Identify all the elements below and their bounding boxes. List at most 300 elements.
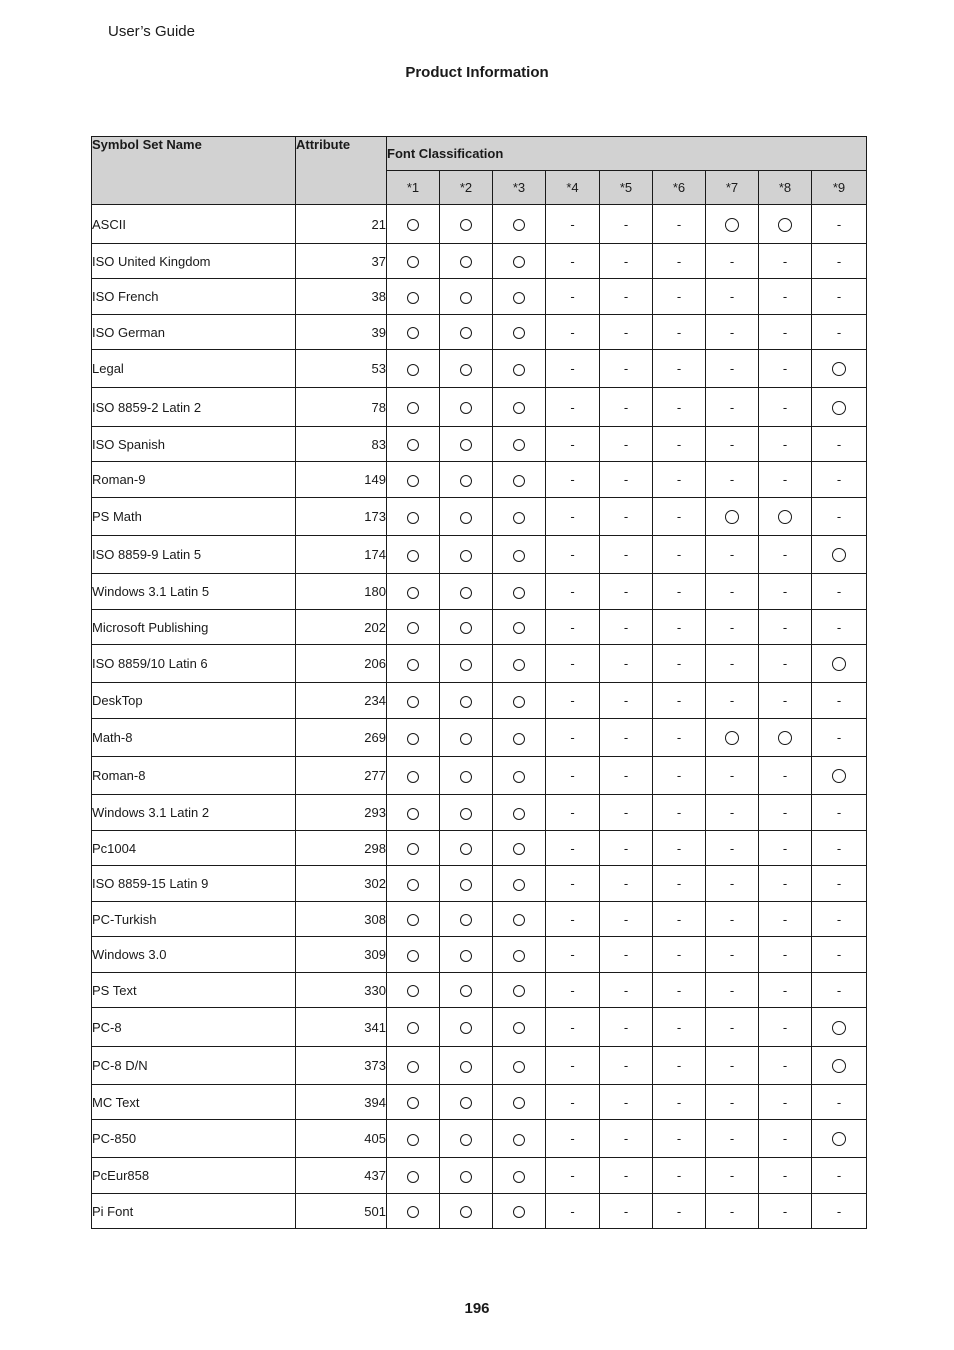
classification-cell — [440, 683, 493, 719]
classification-cell — [493, 244, 546, 279]
classification-cell — [440, 610, 493, 645]
symbol-set-name: ISO 8859-9 Latin 5 — [92, 536, 296, 574]
classification-cell — [812, 244, 867, 279]
classification-cell — [759, 1194, 812, 1229]
supported-circle-icon — [725, 510, 739, 524]
table-row — [92, 719, 867, 757]
not-supported-dash: - — [836, 730, 842, 745]
classification-cell — [759, 1120, 812, 1158]
table-row — [92, 831, 867, 866]
not-supported-dash: - — [676, 840, 682, 856]
not-supported-dash: - — [676, 656, 682, 671]
classification-cell — [812, 831, 867, 866]
attribute-value: 277 — [296, 757, 387, 795]
not-supported-dash: - — [729, 436, 735, 452]
supported-circle-icon — [513, 696, 525, 708]
table-row — [92, 683, 867, 719]
classification-cell — [600, 1008, 653, 1047]
not-supported-dash: - — [570, 289, 575, 304]
classification-cell — [759, 973, 812, 1008]
symbol-set-name: PS Math — [92, 498, 296, 536]
not-supported-dash: - — [676, 1019, 682, 1035]
classification-cell — [440, 1120, 493, 1158]
supported-circle-icon — [407, 808, 419, 820]
symbol-set-name: Windows 3.1 Latin 5 — [92, 574, 296, 610]
classification-cell — [653, 757, 706, 795]
not-supported-dash: - — [729, 289, 735, 304]
supported-circle-icon — [407, 475, 419, 487]
classification-cell — [812, 757, 867, 795]
supported-circle-icon — [407, 364, 419, 376]
classification-cell — [706, 973, 759, 1008]
not-supported-dash: - — [836, 216, 842, 232]
classification-cell — [440, 866, 493, 902]
classification-cell — [546, 1158, 600, 1194]
not-supported-dash: - — [570, 584, 575, 599]
classification-cell — [387, 244, 440, 279]
not-supported-dash: - — [729, 361, 735, 376]
supported-circle-icon — [407, 1171, 419, 1183]
classification-cell — [812, 902, 867, 937]
attribute-value: 37 — [296, 244, 387, 279]
supported-circle-icon — [460, 1022, 472, 1034]
classification-cell — [706, 757, 759, 795]
classification-cell — [440, 902, 493, 937]
supported-circle-icon — [513, 914, 525, 926]
classification-cell — [759, 610, 812, 645]
not-supported-dash: - — [623, 656, 629, 671]
classification-cell — [493, 973, 546, 1008]
not-supported-dash: - — [729, 693, 735, 708]
classification-cell — [600, 462, 653, 498]
classification-cell — [653, 205, 706, 244]
not-supported-dash: - — [782, 982, 788, 998]
subheader-1: *1 — [387, 171, 440, 205]
not-supported-dash: - — [782, 805, 788, 820]
supported-circle-icon — [513, 587, 525, 599]
supported-circle-icon — [513, 771, 525, 783]
table-row — [92, 1085, 867, 1120]
classification-cell — [706, 536, 759, 574]
classification-cell — [387, 757, 440, 795]
classification-cell — [440, 1047, 493, 1085]
classification-cell — [546, 902, 600, 937]
classification-cell — [706, 498, 759, 536]
supported-circle-icon — [460, 475, 472, 487]
classification-cell — [600, 937, 653, 973]
supported-circle-icon — [725, 731, 739, 745]
not-supported-dash: - — [729, 619, 735, 635]
table-row — [92, 866, 867, 902]
attribute-value: 501 — [296, 1194, 387, 1229]
supported-circle-icon — [725, 218, 739, 232]
classification-cell — [706, 683, 759, 719]
classification-cell — [493, 205, 546, 244]
attribute-value: 405 — [296, 1120, 387, 1158]
classification-cell — [546, 350, 600, 388]
symbol-set-name: Math-8 — [92, 719, 296, 757]
classification-cell — [546, 645, 600, 683]
not-supported-dash: - — [570, 1019, 575, 1035]
not-supported-dash: - — [836, 509, 842, 524]
supported-circle-icon — [407, 1097, 419, 1109]
attribute-value: 341 — [296, 1008, 387, 1047]
classification-cell — [387, 937, 440, 973]
not-supported-dash: - — [570, 436, 575, 452]
classification-cell — [812, 683, 867, 719]
attribute-value: 234 — [296, 683, 387, 719]
classification-cell — [600, 1158, 653, 1194]
classification-cell — [493, 902, 546, 937]
classification-cell — [387, 795, 440, 831]
classification-cell — [600, 1120, 653, 1158]
classification-cell — [759, 719, 812, 757]
classification-cell — [387, 1194, 440, 1229]
supported-circle-icon — [460, 808, 472, 820]
not-supported-dash: - — [782, 768, 788, 783]
classification-cell — [759, 795, 812, 831]
classification-cell — [546, 498, 600, 536]
classification-cell — [812, 279, 867, 315]
supported-circle-icon — [460, 402, 472, 414]
table-row — [92, 1158, 867, 1194]
not-supported-dash: - — [729, 547, 735, 562]
supported-circle-icon — [513, 475, 525, 487]
classification-cell — [653, 1194, 706, 1229]
classification-cell — [546, 1194, 600, 1229]
not-supported-dash: - — [570, 730, 575, 745]
not-supported-dash: - — [836, 840, 842, 856]
subheader-3: *3 — [493, 171, 546, 205]
classification-cell — [812, 645, 867, 683]
supported-circle-icon — [513, 439, 525, 451]
not-supported-dash: - — [782, 1094, 788, 1110]
not-supported-dash: - — [676, 982, 682, 998]
not-supported-dash: - — [570, 840, 575, 856]
supported-circle-icon — [513, 950, 525, 962]
not-supported-dash: - — [623, 584, 629, 599]
not-supported-dash: - — [623, 876, 629, 891]
classification-cell — [600, 315, 653, 350]
classification-cell — [440, 574, 493, 610]
classification-cell — [546, 757, 600, 795]
supported-circle-icon — [460, 587, 472, 599]
not-supported-dash: - — [676, 547, 682, 562]
classification-cell — [812, 205, 867, 244]
classification-cell — [706, 902, 759, 937]
classification-cell — [812, 1085, 867, 1120]
classification-cell — [440, 937, 493, 973]
classification-cell — [546, 1085, 600, 1120]
classification-cell — [600, 610, 653, 645]
classification-cell — [653, 683, 706, 719]
classification-cell — [653, 902, 706, 937]
not-supported-dash: - — [836, 472, 842, 487]
classification-cell — [653, 973, 706, 1008]
classification-cell — [493, 757, 546, 795]
classification-cell — [759, 498, 812, 536]
supported-circle-icon — [460, 1134, 472, 1146]
classification-cell — [812, 574, 867, 610]
not-supported-dash: - — [676, 768, 682, 783]
classification-cell — [387, 498, 440, 536]
supported-circle-icon — [407, 622, 419, 634]
classification-cell — [493, 388, 546, 427]
supported-circle-icon — [832, 1021, 846, 1035]
classification-cell — [600, 902, 653, 937]
classification-cell — [440, 427, 493, 462]
subheader-8: *8 — [759, 171, 812, 205]
attribute-value: 206 — [296, 645, 387, 683]
classification-cell — [812, 610, 867, 645]
not-supported-dash: - — [676, 876, 682, 891]
not-supported-dash: - — [729, 399, 735, 415]
table-row — [92, 244, 867, 279]
classification-cell — [600, 244, 653, 279]
not-supported-dash: - — [676, 730, 682, 745]
not-supported-dash: - — [836, 947, 842, 962]
table-row — [92, 1120, 867, 1158]
classification-cell — [653, 1008, 706, 1047]
not-supported-dash: - — [623, 509, 629, 524]
not-supported-dash: - — [836, 693, 842, 708]
classification-cell — [600, 388, 653, 427]
symbol-set-name: MC Text — [92, 1085, 296, 1120]
classification-cell — [706, 427, 759, 462]
supported-circle-icon — [460, 550, 472, 562]
not-supported-dash: - — [836, 289, 842, 304]
classification-cell — [706, 1085, 759, 1120]
classification-cell — [759, 574, 812, 610]
symbol-set-name: PS Text — [92, 973, 296, 1008]
supported-circle-icon — [407, 1022, 419, 1034]
not-supported-dash: - — [676, 911, 682, 927]
classification-cell — [440, 645, 493, 683]
not-supported-dash: - — [729, 1094, 735, 1110]
classification-cell — [706, 1047, 759, 1085]
not-supported-dash: - — [570, 361, 575, 376]
classification-cell — [493, 1120, 546, 1158]
classification-cell — [706, 315, 759, 350]
not-supported-dash: - — [623, 693, 629, 708]
classification-cell — [706, 350, 759, 388]
attribute-value: 330 — [296, 973, 387, 1008]
supported-circle-icon — [407, 696, 419, 708]
classification-cell — [812, 536, 867, 574]
classification-cell — [387, 315, 440, 350]
classification-cell — [493, 427, 546, 462]
supported-circle-icon — [407, 550, 419, 562]
supported-circle-icon — [513, 1022, 525, 1034]
running-header: User’s Guide — [108, 23, 195, 40]
supported-circle-icon — [832, 362, 846, 376]
classification-cell — [653, 1120, 706, 1158]
supported-circle-icon — [460, 364, 472, 376]
table-row — [92, 1008, 867, 1047]
classification-cell — [759, 427, 812, 462]
classification-cell — [812, 388, 867, 427]
classification-cell — [706, 866, 759, 902]
classification-cell — [812, 350, 867, 388]
supported-circle-icon — [460, 1061, 472, 1073]
classification-cell — [653, 1158, 706, 1194]
classification-cell — [759, 902, 812, 937]
classification-cell — [759, 350, 812, 388]
not-supported-dash: - — [729, 472, 735, 487]
classification-cell — [387, 388, 440, 427]
classification-cell — [493, 350, 546, 388]
symbol-set-name: Roman-8 — [92, 757, 296, 795]
classification-cell — [759, 388, 812, 427]
column-header-font-classification: Font Classification — [387, 137, 867, 171]
supported-circle-icon — [513, 733, 525, 745]
classification-cell — [600, 1085, 653, 1120]
classification-cell — [440, 536, 493, 574]
classification-cell — [653, 388, 706, 427]
not-supported-dash: - — [623, 947, 629, 962]
classification-cell — [706, 719, 759, 757]
not-supported-dash: - — [623, 289, 629, 304]
not-supported-dash: - — [729, 1019, 735, 1035]
not-supported-dash: - — [676, 509, 682, 524]
classification-cell — [759, 866, 812, 902]
not-supported-dash: - — [623, 399, 629, 415]
table-row — [92, 205, 867, 244]
classification-cell — [812, 1008, 867, 1047]
classification-cell — [653, 427, 706, 462]
not-supported-dash: - — [676, 216, 682, 232]
not-supported-dash: - — [836, 619, 842, 635]
attribute-value: 394 — [296, 1085, 387, 1120]
not-supported-dash: - — [623, 911, 629, 927]
not-supported-dash: - — [623, 768, 629, 783]
supported-circle-icon — [460, 733, 472, 745]
not-supported-dash: - — [782, 656, 788, 671]
not-supported-dash: - — [676, 693, 682, 708]
classification-cell — [440, 205, 493, 244]
not-supported-dash: - — [623, 805, 629, 820]
not-supported-dash: - — [782, 619, 788, 635]
symbol-set-name: ISO German — [92, 315, 296, 350]
classification-cell — [759, 315, 812, 350]
classification-cell — [812, 866, 867, 902]
classification-cell — [387, 645, 440, 683]
supported-circle-icon — [513, 512, 525, 524]
supported-circle-icon — [832, 548, 846, 562]
not-supported-dash: - — [782, 289, 788, 304]
symbol-set-name: PcEur858 — [92, 1158, 296, 1194]
not-supported-dash: - — [782, 911, 788, 927]
not-supported-dash: - — [623, 982, 629, 998]
not-supported-dash: - — [570, 253, 575, 269]
not-supported-dash: - — [570, 472, 575, 487]
attribute-value: 293 — [296, 795, 387, 831]
column-header-name: Symbol Set Name — [92, 137, 296, 205]
symbol-set-name: PC-8 — [92, 1008, 296, 1047]
classification-cell — [653, 610, 706, 645]
classification-cell — [653, 1047, 706, 1085]
classification-cell — [440, 498, 493, 536]
symbol-set-name: ISO 8859/10 Latin 6 — [92, 645, 296, 683]
supported-circle-icon — [513, 808, 525, 820]
symbol-set-name: Microsoft Publishing — [92, 610, 296, 645]
classification-cell — [600, 427, 653, 462]
classification-cell — [493, 937, 546, 973]
symbol-set-name: PC-8 D/N — [92, 1047, 296, 1085]
classification-cell — [653, 831, 706, 866]
not-supported-dash: - — [570, 768, 575, 783]
supported-circle-icon — [778, 218, 792, 232]
subheader-6: *6 — [653, 171, 706, 205]
classification-cell — [812, 973, 867, 1008]
classification-cell — [546, 279, 600, 315]
symbol-set-name: ISO 8859-2 Latin 2 — [92, 388, 296, 427]
symbol-set-name: Pi Font — [92, 1194, 296, 1229]
classification-cell — [387, 719, 440, 757]
not-supported-dash: - — [782, 876, 788, 891]
supported-circle-icon — [407, 1134, 419, 1146]
table-row — [92, 350, 867, 388]
not-supported-dash: - — [570, 509, 575, 524]
symbol-set-name: Windows 3.1 Latin 2 — [92, 795, 296, 831]
not-supported-dash: - — [676, 1094, 682, 1110]
classification-cell — [653, 536, 706, 574]
not-supported-dash: - — [836, 1203, 842, 1219]
attribute-value: 39 — [296, 315, 387, 350]
supported-circle-icon — [513, 985, 525, 997]
supported-circle-icon — [460, 950, 472, 962]
not-supported-dash: - — [729, 1131, 735, 1146]
not-supported-dash: - — [623, 1203, 629, 1219]
not-supported-dash: - — [782, 361, 788, 376]
classification-cell — [440, 350, 493, 388]
supported-circle-icon — [513, 219, 525, 231]
classification-cell — [546, 244, 600, 279]
table-row — [92, 279, 867, 315]
subheader-5: *5 — [600, 171, 653, 205]
symbol-set-name: PC-850 — [92, 1120, 296, 1158]
classification-cell — [493, 315, 546, 350]
not-supported-dash: - — [729, 656, 735, 671]
classification-cell — [546, 462, 600, 498]
attribute-value: 53 — [296, 350, 387, 388]
symbol-set-name: ISO 8859-15 Latin 9 — [92, 866, 296, 902]
not-supported-dash: - — [570, 216, 575, 232]
classification-cell — [493, 866, 546, 902]
attribute-value: 302 — [296, 866, 387, 902]
not-supported-dash: - — [782, 472, 788, 487]
classification-cell — [493, 795, 546, 831]
not-supported-dash: - — [623, 1094, 629, 1110]
classification-cell — [546, 1008, 600, 1047]
not-supported-dash: - — [623, 840, 629, 856]
classification-cell — [706, 1120, 759, 1158]
classification-cell — [812, 1194, 867, 1229]
page-number: 196 — [464, 1300, 490, 1317]
supported-circle-icon — [513, 1134, 525, 1146]
classification-cell — [812, 795, 867, 831]
not-supported-dash: - — [623, 216, 629, 232]
classification-cell — [493, 645, 546, 683]
classification-cell — [759, 1158, 812, 1194]
supported-circle-icon — [407, 950, 419, 962]
supported-circle-icon — [460, 659, 472, 671]
not-supported-dash: - — [782, 436, 788, 452]
not-supported-dash: - — [570, 1058, 575, 1073]
not-supported-dash: - — [836, 1168, 842, 1183]
attribute-value: 21 — [296, 205, 387, 244]
classification-cell — [759, 279, 812, 315]
